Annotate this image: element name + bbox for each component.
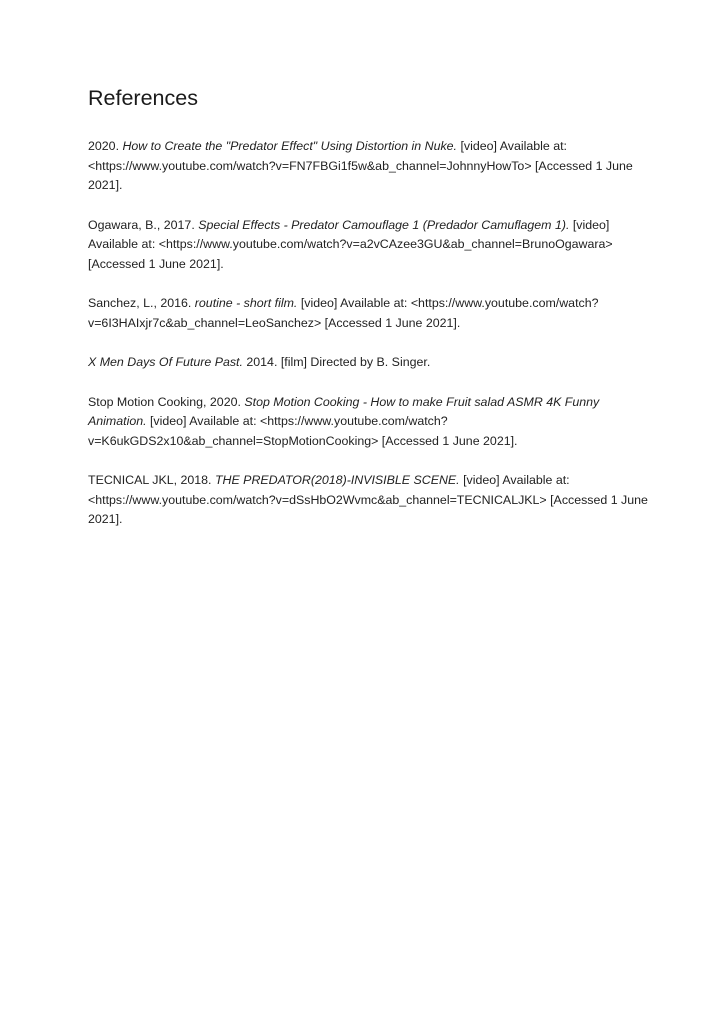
reference-details: [video] Available at: <https://www.youtube.com/watch?v=K6ukGDS2x10&ab_channel=StopMotionCooking> [Accessed 1 June 2021]. (88, 414, 518, 448)
reference-item (88, 393, 648, 452)
reference-title: How to Create the "Predator Effect" Using Distortion in Nuke. (122, 139, 457, 153)
reference-item (88, 353, 648, 373)
reference-item (88, 137, 648, 196)
reference-list (88, 137, 648, 550)
reference-lead: 2020. (88, 139, 123, 153)
reference-lead: TECNICAL JKL, 2018. (88, 473, 215, 487)
reference-item (88, 294, 648, 333)
reference-details: [video] Available at: <https://www.youtube.com/watch?v=FN7FBGi1f5w&ab_channel=JohnnyHowTo> [Accessed 1 June 2021]. (88, 139, 633, 192)
page-title: References (88, 86, 198, 110)
reference-details: [video] Available at: <https://www.youtube.com/watch?v=a2vCAzee3GU&ab_channel=BrunoOgawara> [Accessed 1 June 2021]. (88, 217, 613, 271)
reference-lead: Stop Motion Cooking, 2020. (88, 394, 245, 409)
reference-title: THE PREDATOR(2018)-INVISIBLE SCENE. (214, 473, 460, 487)
reference-title: Special Effects - Predator Camouflage 1 (Predador Camuflagem 1). (198, 217, 570, 232)
reference-details: [video] Available at: <https://www.youtube.com/watch?v=6I3HAIxjr7c&ab_channel=LeoSanchez> [Accessed 1 June 2021]. (88, 296, 599, 330)
reference-details: [video] Available at: <https://www.youtube.com/watch?v=dSsHbO2Wvmc&ab_channel=TECNICALJKL> [Accessed 1 June 2021]. (88, 473, 648, 526)
reference-title: X Men Days Of Future Past. (88, 355, 243, 369)
reference-lead: Sanchez, L., 2016. (88, 296, 195, 310)
reference-item (88, 471, 648, 530)
reference-details: 2014. [film] Directed by B. Singer. (242, 355, 431, 369)
reference-item (88, 216, 648, 275)
reference-title: Stop Motion Cooking - How to make Fruit salad ASMR 4K Funny Animation. (88, 394, 600, 428)
reference-lead: Ogawara, B., 2017. (88, 217, 199, 232)
reference-title: routine - short film. (194, 296, 298, 310)
